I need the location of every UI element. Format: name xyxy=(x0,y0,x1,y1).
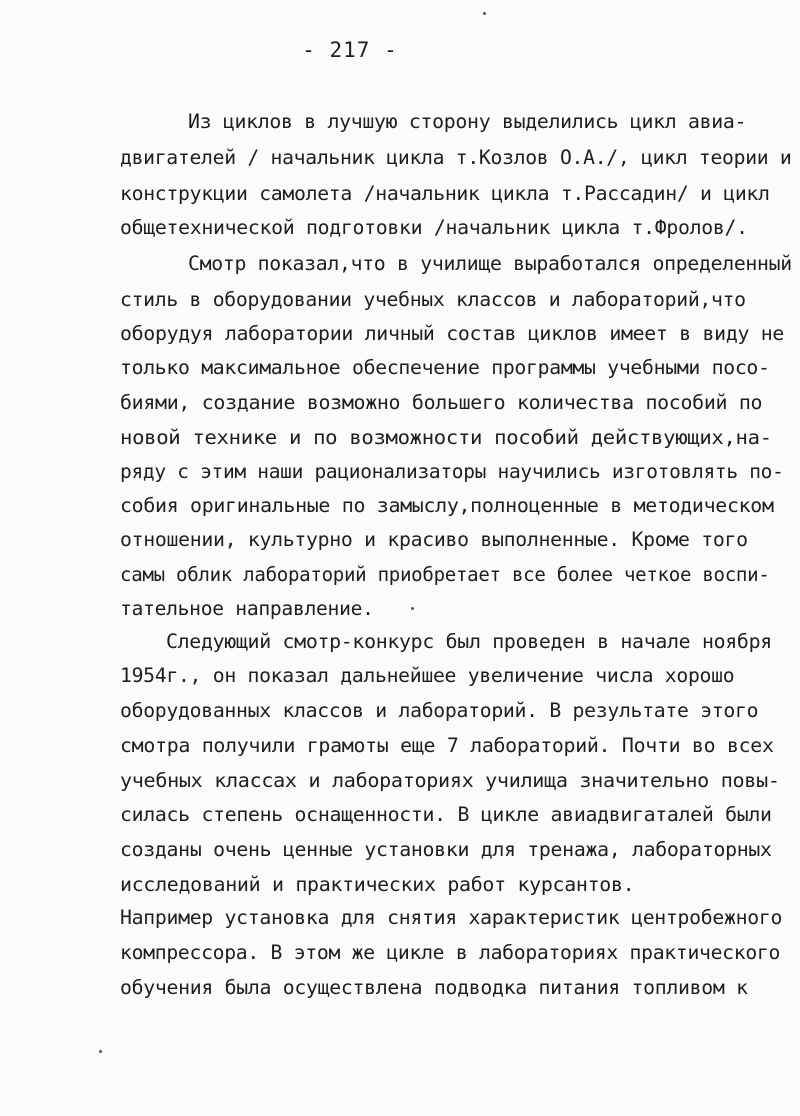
scan-speck xyxy=(411,607,414,610)
text-line: созданы очень ценные установки для тренажа, лабораторных xyxy=(120,838,772,861)
text-line: компрессора. В этом же цикле в лабораториях практического xyxy=(120,941,781,964)
text-line: Следующий смотр-конкурс был проведен в начале ноября xyxy=(166,630,772,653)
text-line: тательное направление. xyxy=(120,597,374,620)
text-line: Например установка для снятия характеристик центробежного xyxy=(120,906,783,929)
text-line: собия оригинальные по замыслу,полноценные в методическом xyxy=(120,494,774,517)
text-line: стиль в оборудовании учебных классов и лабораторий,что xyxy=(120,288,746,311)
text-line: исследований и практических работ курсантов. xyxy=(120,873,635,896)
page-number: - 217 - xyxy=(302,38,398,62)
text-line: Из циклов в лучшую сторону выделились цикл авиа- xyxy=(188,110,747,133)
text-line: двигателей / начальник цикла т.Козлов О.А./, цикл теории и xyxy=(120,146,792,169)
text-line: силась степень оснащенности. В цикле авиадвигаталей были xyxy=(120,803,772,826)
text-line: оборудуя лаборатории личный состав циклов имеет в виду не xyxy=(120,322,785,345)
text-line: самы облик лабораторий приобретает все более четкое воспи- xyxy=(120,563,770,586)
scan-speck xyxy=(99,1050,102,1053)
text-line: учебных классах и лабораториях училища значительно повы- xyxy=(120,769,780,792)
text-line: ряду с этим наши рационализаторы научились изготовлять по- xyxy=(120,460,784,483)
text-line: 1954г., он показал дальнейшее увеличение числа хорошо xyxy=(120,664,735,687)
text-line: конструкции самолета /начальник цикла т.Рассадин/ и цикл xyxy=(120,182,770,205)
text-line: общетехнической подготовки /начальник цикла т.Фролов/. xyxy=(120,216,748,239)
text-line: Смотр показал,что в училище выработался определенный xyxy=(188,252,792,275)
scan-speck xyxy=(483,12,486,15)
text-line: только максимальное обеспечение программы учебными посо- xyxy=(120,356,770,379)
text-line: биями, создание возможно большего количества пособий по xyxy=(120,391,763,414)
text-line: смотра получили грамоты еще 7 лабораторий. Почти во всех xyxy=(120,734,774,757)
text-line: обучения была осуществлена подводка питания топливом к xyxy=(120,976,748,999)
text-line: новой технике и по возможности пособий действующих,на- xyxy=(120,426,772,449)
text-line: отношении, культурно и красиво выполненные. Кроме того xyxy=(120,528,748,551)
text-line: оборудованных классов и лабораторий. В результате этого xyxy=(120,699,759,722)
